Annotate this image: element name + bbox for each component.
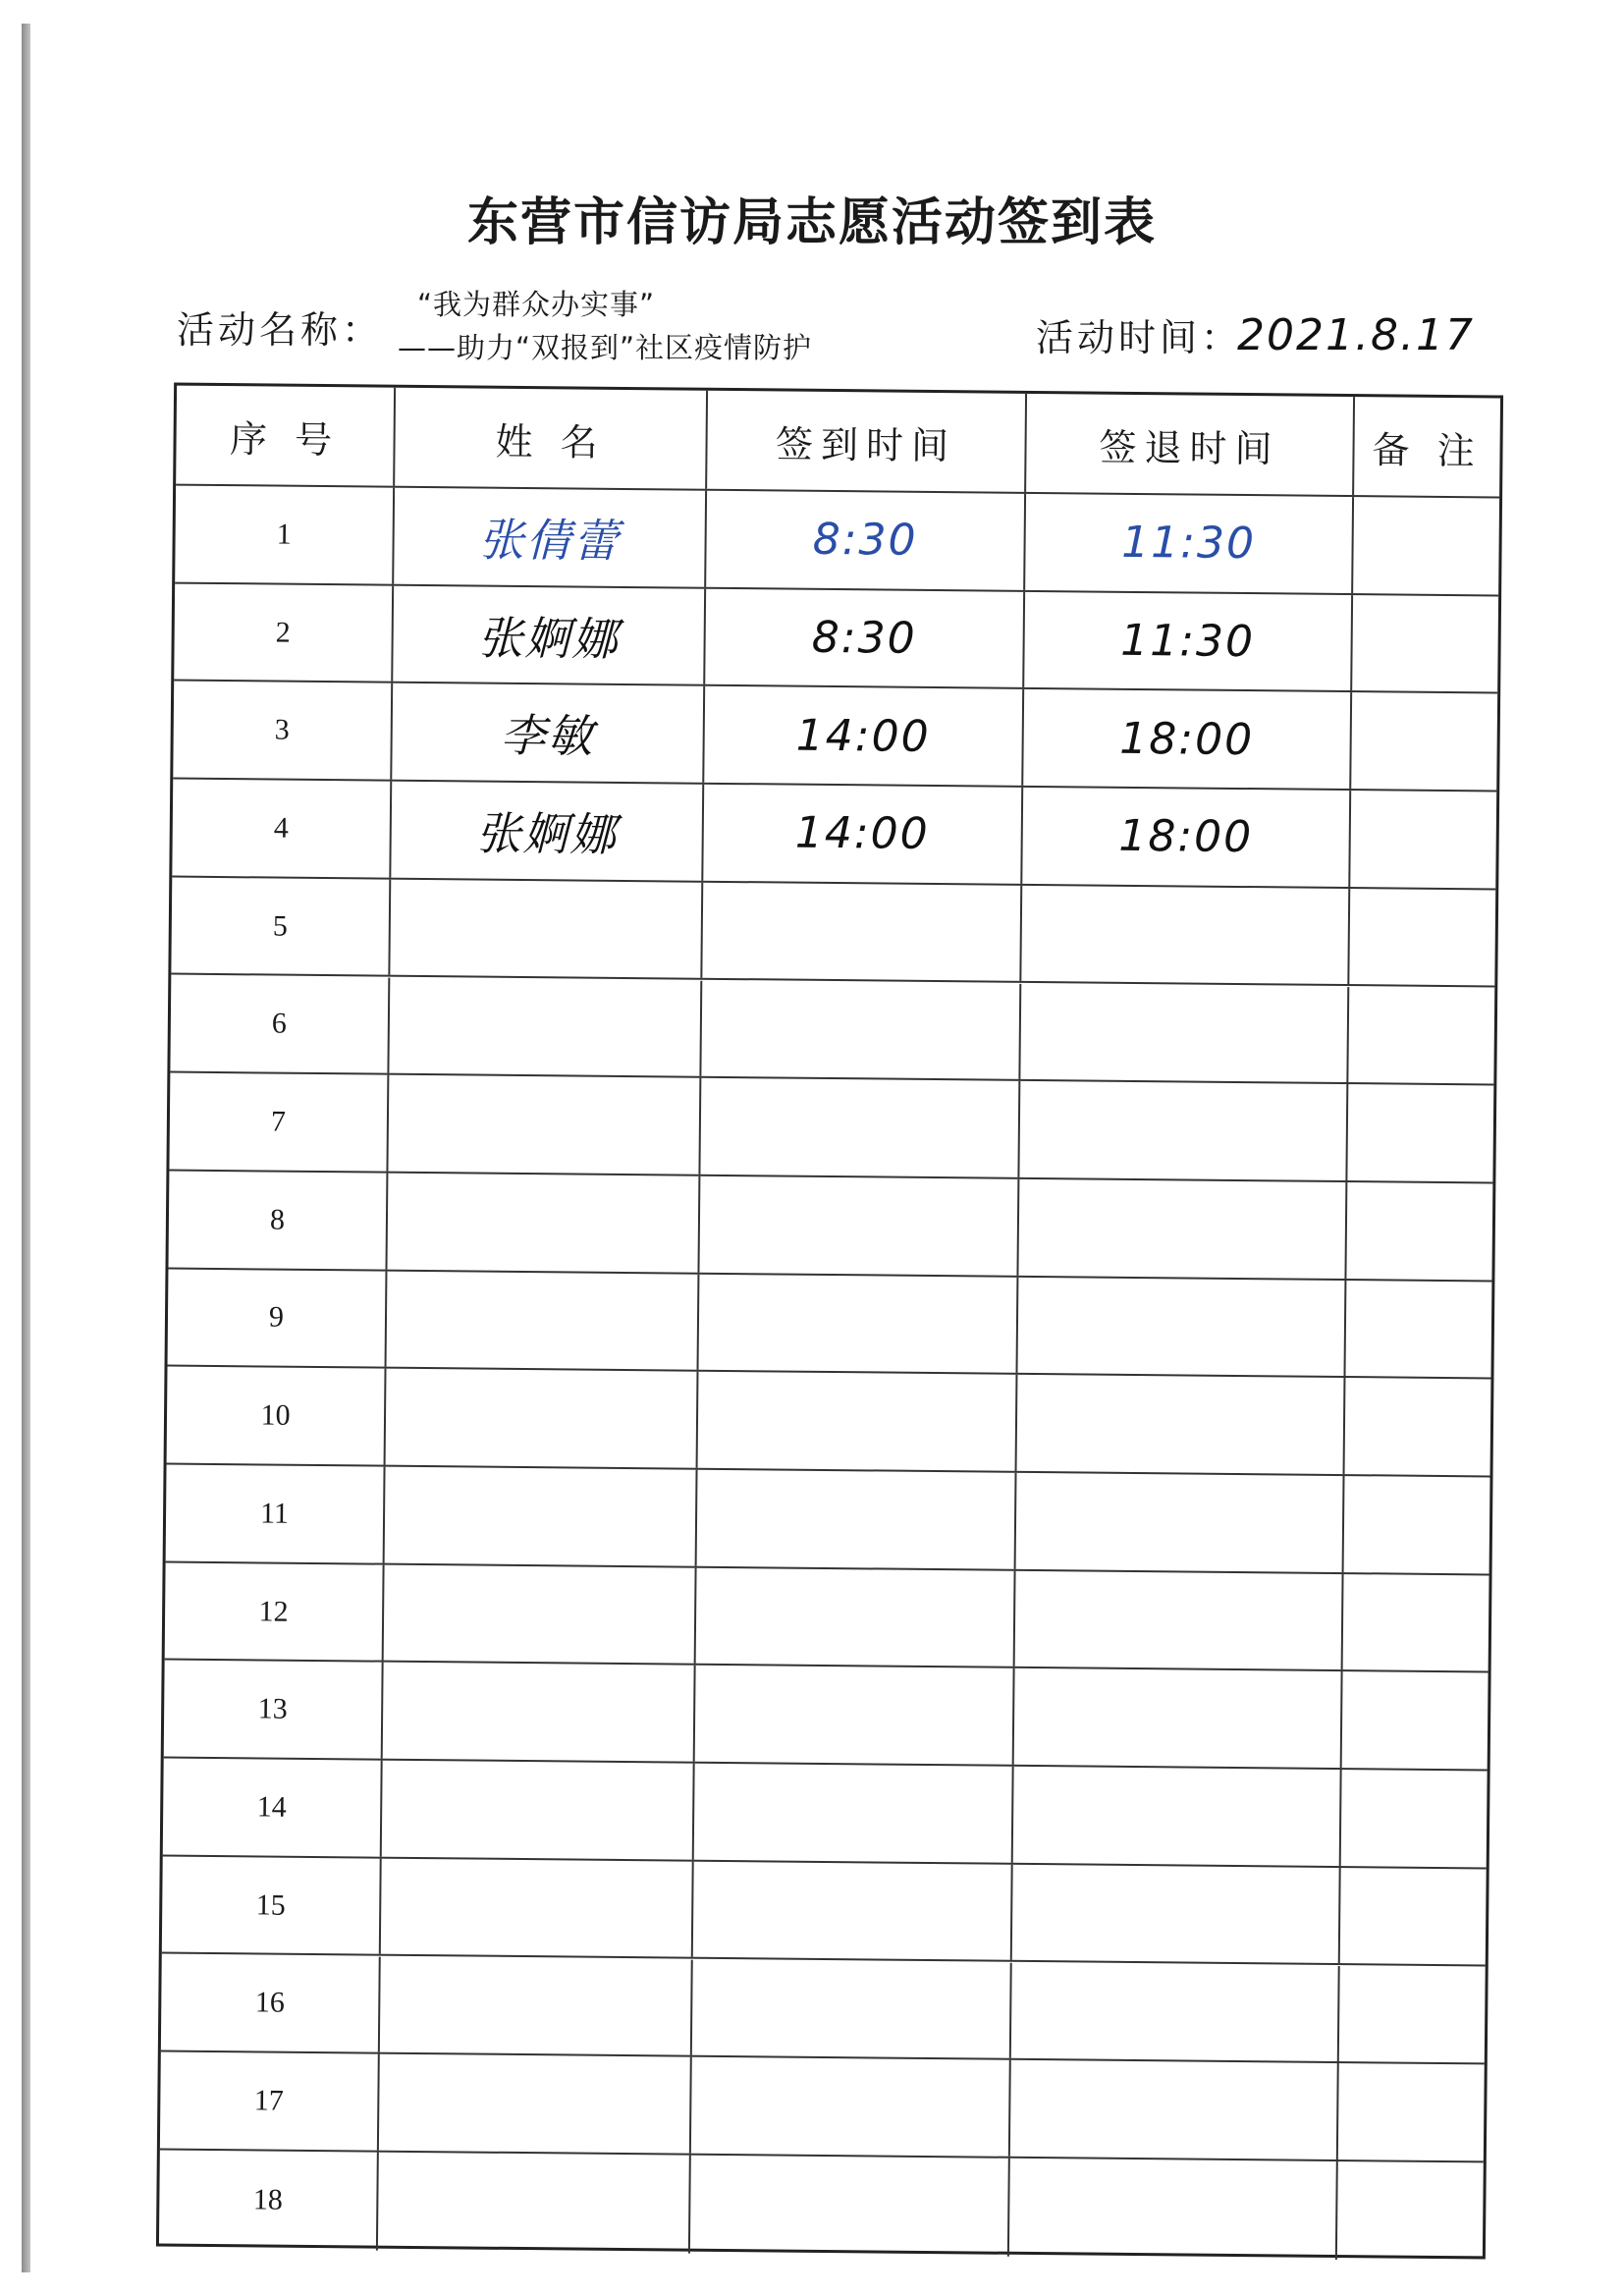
row-sign-out-time bbox=[1021, 886, 1350, 985]
row-number: 3 bbox=[173, 682, 393, 780]
table-row bbox=[168, 1171, 1492, 1282]
row-sign-out-time: 11:30 bbox=[1024, 592, 1353, 691]
header-number: 序 号 bbox=[176, 386, 396, 486]
row-name bbox=[384, 1564, 697, 1664]
row-sign-out-time bbox=[1017, 1277, 1346, 1376]
row-name: 李敏 bbox=[392, 683, 705, 783]
table-row bbox=[163, 1759, 1488, 1870]
row-number: 4 bbox=[172, 780, 392, 878]
row-note bbox=[1343, 1574, 1489, 1671]
row-sign-in-time bbox=[693, 1861, 1013, 1960]
row-sign-out-time bbox=[1012, 1865, 1341, 1964]
row-number: 14 bbox=[163, 1759, 383, 1857]
row-sign-out-time bbox=[1013, 1767, 1342, 1866]
table-row bbox=[160, 2052, 1485, 2163]
row-sign-in-time bbox=[695, 1666, 1015, 1765]
table-row bbox=[168, 1269, 1492, 1380]
activity-time-label: 活动时间： bbox=[1036, 316, 1243, 359]
row-sign-in-time bbox=[690, 2156, 1010, 2257]
row-number: 17 bbox=[160, 2052, 380, 2151]
row-sign-in-time bbox=[692, 1959, 1012, 2058]
row-sign-out-time: 18:00 bbox=[1023, 689, 1352, 789]
header-note: 备 注 bbox=[1372, 427, 1483, 472]
row-number: 10 bbox=[167, 1367, 387, 1465]
row-name bbox=[387, 1271, 700, 1370]
row-note bbox=[1346, 1182, 1492, 1280]
table-row bbox=[164, 1661, 1489, 1772]
row-number: 8 bbox=[168, 1171, 388, 1269]
row-number: 9 bbox=[168, 1269, 388, 1367]
table-row bbox=[171, 877, 1495, 988]
row-note bbox=[1339, 1966, 1486, 2063]
row-note bbox=[1347, 1084, 1493, 1181]
row-number: 2 bbox=[174, 583, 394, 682]
row-note bbox=[1337, 2161, 1484, 2261]
page-title: 东营市信访局志愿活动签到表 bbox=[466, 193, 1157, 252]
row-name bbox=[387, 1174, 700, 1273]
table-header-row bbox=[176, 386, 1500, 499]
table-row bbox=[165, 1562, 1489, 1673]
table-row bbox=[174, 583, 1498, 694]
row-sign-in-time: 8:30 bbox=[706, 491, 1026, 590]
row-note bbox=[1351, 692, 1497, 790]
signin-table bbox=[156, 383, 1503, 2260]
row-name: 张婀娜 bbox=[391, 782, 704, 881]
table-row bbox=[170, 975, 1494, 1086]
row-sign-out-time bbox=[1016, 1473, 1345, 1572]
row-name bbox=[380, 1956, 693, 2055]
row-name bbox=[389, 977, 702, 1076]
row-note bbox=[1349, 889, 1495, 986]
row-sign-out-time bbox=[1009, 2159, 1338, 2260]
row-name: 张婀娜 bbox=[393, 585, 706, 684]
header-sign-in-time: 签到时间 bbox=[707, 391, 1027, 492]
row-note bbox=[1344, 1476, 1490, 1573]
row-name bbox=[385, 1467, 698, 1566]
header-name: 姓 名 bbox=[395, 388, 708, 489]
row-number: 13 bbox=[164, 1661, 384, 1759]
row-sign-out-time bbox=[1019, 1081, 1348, 1180]
activity-date-handwritten: 2021.8.17 bbox=[1237, 310, 1475, 360]
row-note bbox=[1341, 1770, 1488, 1867]
table-row bbox=[172, 780, 1496, 891]
row-number: 12 bbox=[165, 1562, 385, 1661]
row-name bbox=[383, 1663, 696, 1762]
row-sign-in-time: 14:00 bbox=[704, 686, 1024, 786]
row-sign-in-time bbox=[698, 1372, 1018, 1471]
row-sign-out-time bbox=[1015, 1571, 1344, 1670]
table-row bbox=[161, 1954, 1486, 2065]
row-sign-in-time bbox=[700, 1078, 1020, 1177]
row-note bbox=[1352, 595, 1498, 692]
row-number: 18 bbox=[159, 2150, 379, 2250]
row-sign-out-time: 11:30 bbox=[1025, 494, 1354, 593]
row-sign-out-time bbox=[1010, 2060, 1339, 2159]
row-sign-in-time bbox=[699, 1274, 1019, 1373]
row-name bbox=[390, 879, 703, 978]
row-note bbox=[1340, 1868, 1487, 1965]
table-row bbox=[173, 682, 1497, 793]
row-sign-in-time: 14:00 bbox=[703, 785, 1023, 884]
row-sign-in-time: 8:30 bbox=[705, 588, 1025, 687]
row-sign-in-time bbox=[701, 980, 1021, 1079]
row-name bbox=[388, 1075, 701, 1175]
row-name bbox=[378, 2153, 691, 2254]
activity-name bbox=[398, 283, 812, 369]
row-sign-out-time bbox=[1018, 1179, 1347, 1279]
row-number: 5 bbox=[171, 877, 391, 975]
table-row bbox=[175, 486, 1499, 597]
activity-name-label: 活动名称： bbox=[177, 308, 384, 352]
row-sign-in-time bbox=[691, 2057, 1011, 2157]
row-number: 1 bbox=[175, 486, 395, 584]
row-number: 11 bbox=[166, 1465, 386, 1563]
row-number: 15 bbox=[162, 1856, 382, 1954]
row-note bbox=[1348, 987, 1494, 1084]
row-note bbox=[1345, 1378, 1491, 1475]
row-sign-in-time bbox=[696, 1567, 1016, 1667]
row-sign-in-time bbox=[699, 1176, 1019, 1276]
row-note bbox=[1338, 2063, 1485, 2160]
scan-edge-shadow bbox=[22, 24, 30, 2272]
row-note bbox=[1345, 1281, 1491, 1378]
row-note bbox=[1350, 791, 1496, 888]
table-row bbox=[166, 1465, 1490, 1576]
row-note bbox=[1353, 497, 1499, 594]
row-sign-in-time bbox=[694, 1764, 1014, 1863]
row-sign-out-time bbox=[1020, 983, 1349, 1082]
row-number: 16 bbox=[161, 1954, 381, 2052]
row-name bbox=[386, 1369, 699, 1468]
header-sign-out-time: 签退时间 bbox=[1026, 394, 1355, 495]
table-row bbox=[162, 1856, 1487, 1967]
table-row bbox=[159, 2150, 1484, 2261]
row-sign-out-time bbox=[1011, 1962, 1340, 2061]
row-name bbox=[382, 1761, 695, 1860]
table-row bbox=[169, 1073, 1493, 1184]
row-number: 6 bbox=[170, 975, 390, 1073]
table-row bbox=[167, 1367, 1491, 1478]
row-name: 张倩蕾 bbox=[394, 488, 707, 587]
row-sign-out-time bbox=[1017, 1375, 1346, 1474]
activity-name-line1: “我为群众办实事” bbox=[417, 288, 656, 321]
row-sign-in-time bbox=[702, 883, 1022, 982]
row-note bbox=[1342, 1671, 1489, 1769]
activity-name-line2: ——助力“双报到”社区疫情防护 bbox=[398, 331, 813, 364]
row-sign-in-time bbox=[697, 1470, 1017, 1569]
row-sign-out-time: 18:00 bbox=[1022, 788, 1351, 887]
row-sign-out-time bbox=[1014, 1668, 1343, 1768]
row-number: 7 bbox=[169, 1073, 389, 1172]
row-name bbox=[381, 1858, 694, 1957]
row-name bbox=[379, 2054, 692, 2154]
